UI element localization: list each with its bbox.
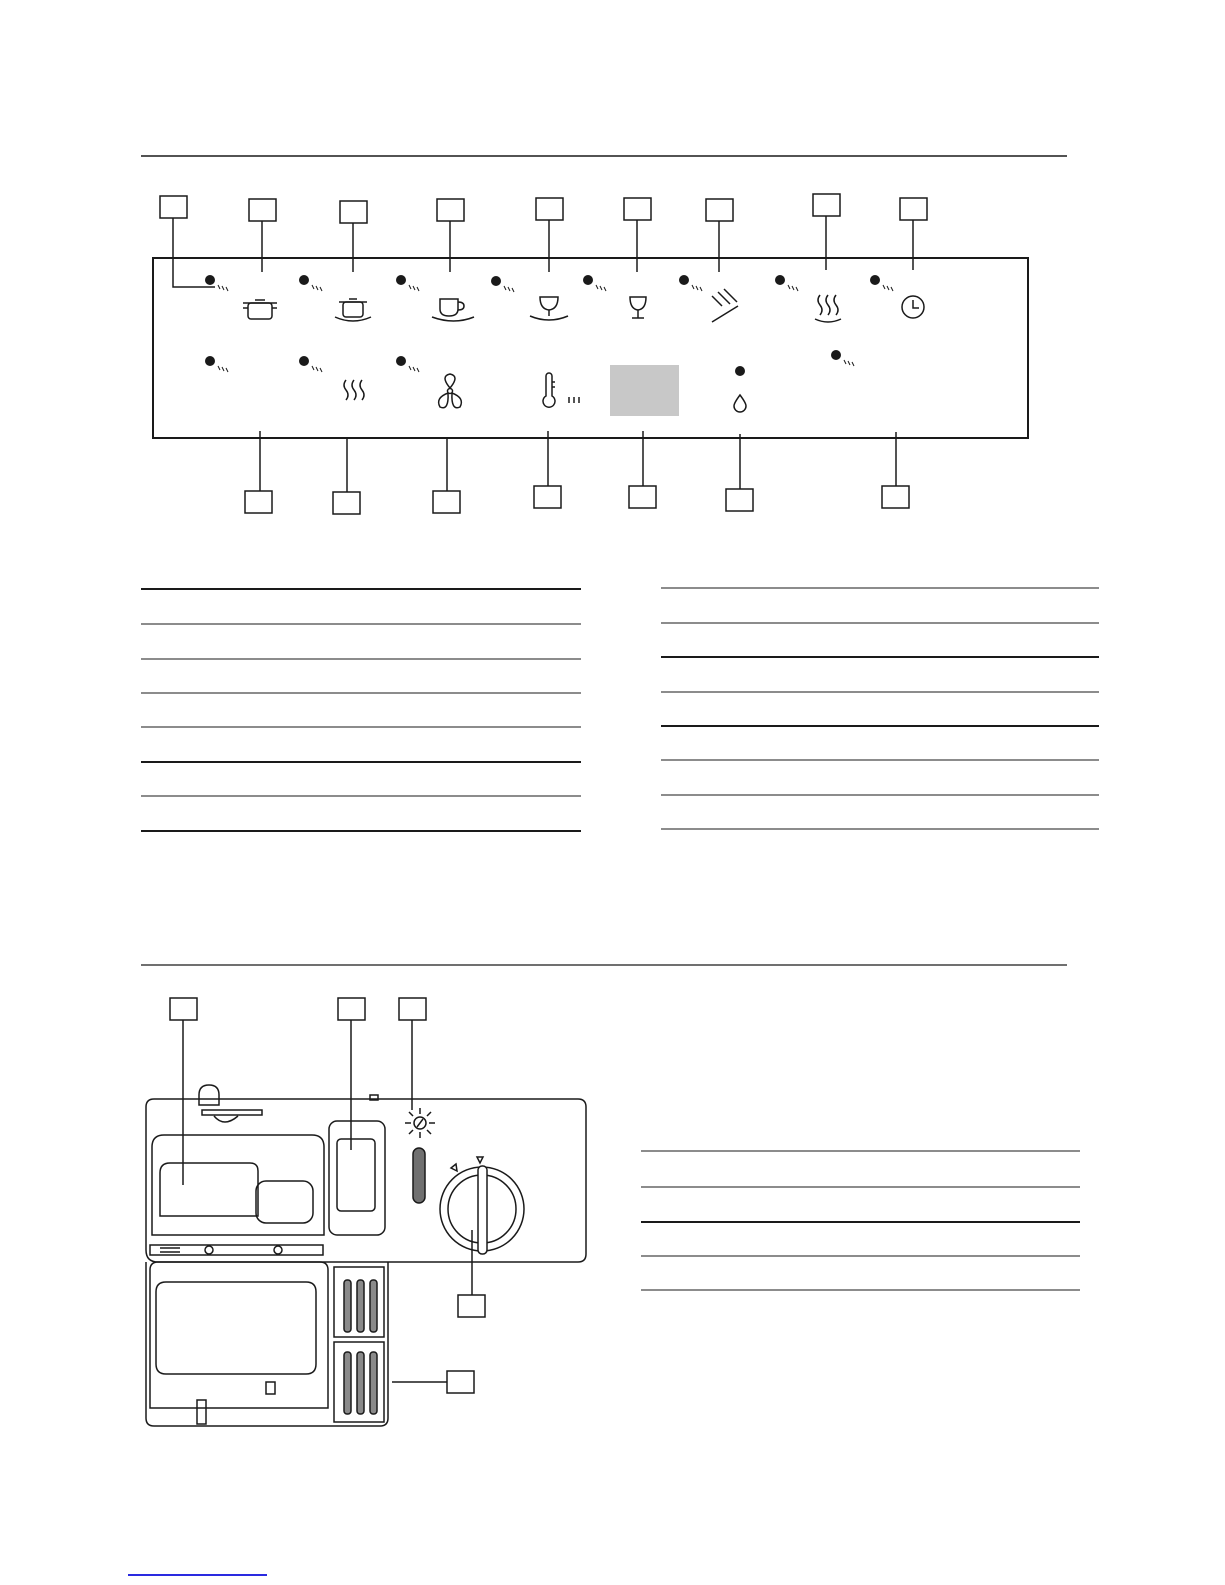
heat-waves-dish-icon xyxy=(815,295,841,322)
callout-box xyxy=(534,486,561,508)
lid-tab xyxy=(197,1400,206,1424)
callout-box xyxy=(245,491,272,513)
indicator-led xyxy=(205,275,215,285)
indicator-led xyxy=(491,276,501,286)
callout-box xyxy=(458,1295,485,1317)
wine-glass-icon xyxy=(630,297,646,318)
pot-heavy-icon xyxy=(243,300,277,319)
dispenser-lid-window xyxy=(156,1282,316,1374)
water-drop-icon xyxy=(734,395,746,412)
top-led-ray-marks xyxy=(218,285,893,292)
detergent-lid-latch-icon xyxy=(199,1085,262,1122)
sun-indicator-icon xyxy=(405,1108,435,1138)
bottom-led-ray-marks xyxy=(218,360,854,372)
legend-table-dispenser xyxy=(641,1151,1080,1290)
callout-box xyxy=(340,201,367,223)
indicator-led xyxy=(396,356,406,366)
indicator-led xyxy=(205,356,215,366)
dispenser-lid xyxy=(150,1262,328,1408)
callout-box xyxy=(399,998,426,1020)
steam-icon xyxy=(344,380,364,400)
dispenser-housing xyxy=(146,1099,586,1262)
rinse-aid-level-slot xyxy=(413,1148,425,1203)
indicator-led xyxy=(870,275,880,285)
control-panel xyxy=(153,194,1028,514)
bottom-indicator-leds xyxy=(205,350,841,376)
fan-icon xyxy=(439,374,462,408)
clock-icon xyxy=(902,296,924,318)
rinse-aid-window xyxy=(337,1139,375,1211)
detergent-compartment xyxy=(152,1135,324,1235)
callout-box xyxy=(333,492,360,514)
indicator-led xyxy=(679,275,689,285)
callout-box xyxy=(338,998,365,1020)
latch-tab xyxy=(370,1095,378,1100)
indicator-led xyxy=(299,275,309,285)
indicator-led xyxy=(775,275,785,285)
legend-table-left xyxy=(141,589,581,831)
footer-link-underline[interactable] xyxy=(128,1574,267,1576)
display-window xyxy=(610,365,679,416)
detergent-dispenser xyxy=(146,998,586,1426)
dispenser-tray-hinge xyxy=(150,1245,323,1255)
callout-box xyxy=(536,198,563,220)
callout-box xyxy=(170,998,197,1020)
thermometer-icon xyxy=(543,373,579,407)
cup-icon xyxy=(432,299,474,321)
indicator-led xyxy=(831,350,841,360)
bottom-callouts xyxy=(245,431,909,514)
detergent-window xyxy=(160,1163,258,1216)
callout-box xyxy=(726,489,753,511)
indicator-led xyxy=(299,356,309,366)
callout-box xyxy=(160,196,187,218)
indicator-led xyxy=(735,366,745,376)
control-panel-frame xyxy=(153,258,1028,438)
callout-box xyxy=(900,198,927,220)
pot-normal-icon xyxy=(335,299,371,321)
callout-box xyxy=(447,1371,474,1393)
glass-in-dish-icon xyxy=(530,297,568,320)
lid-tab xyxy=(266,1382,275,1394)
callout-box xyxy=(813,194,840,216)
indicator-led xyxy=(583,275,593,285)
top-indicator-leds xyxy=(205,275,880,286)
indicator-led xyxy=(396,275,406,285)
legend-table-right xyxy=(661,588,1099,829)
vent-slots xyxy=(344,1280,377,1414)
callout-box xyxy=(882,486,909,508)
callout-box xyxy=(629,486,656,508)
callout-box xyxy=(437,199,464,221)
prewash-well xyxy=(256,1181,313,1223)
callout-box xyxy=(706,199,733,221)
rinse-aid-dial-icon xyxy=(440,1157,524,1254)
top-callouts xyxy=(160,194,927,287)
callout-box xyxy=(624,198,651,220)
callout-box xyxy=(433,491,460,513)
callout-box xyxy=(249,199,276,221)
rinse-spray-icon xyxy=(712,289,738,322)
